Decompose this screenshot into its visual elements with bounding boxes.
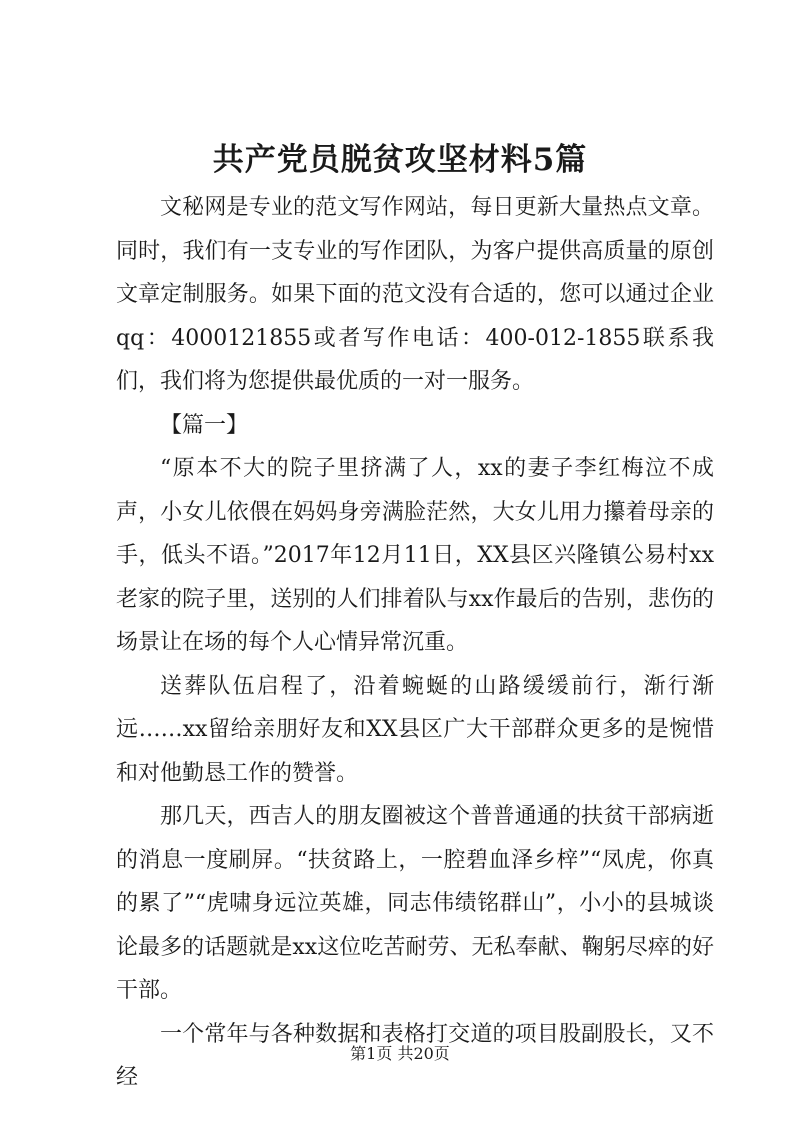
body-paragraph: 一个常年与各种数据和表格打交道的项目股副股长，又不经 [116, 1021, 714, 1090]
document-body [116, 186, 714, 1100]
body-paragraph: 那几天，西吉人的朋友圈被这个普普通通的扶贫干部病逝的消息一度刷屏。“扶贫路上，一腔碧血泽乡梓”“凤虎，你真的累了”“虎啸身远泣英雄，同志伟绩铭群山”，小小的县城谈论最多的话题就是xx这位吃苦耐劳、无私奉献、鞠躬尽瘁的好干部。 [116, 804, 714, 1003]
body-paragraph: “原本不大的院子里挤满了人，xx的妻子李红梅泣不成声，小女儿依偎在妈妈身旁满脸茫然，大女儿用力攥着母亲的手，低头不语。”2017年12月11日，XX县区兴隆镇公易村xx老家的院子里，送别的人们排着队与xx作最后的告别，悲伤的场景让在场的每个人心情异常沉重。 [116, 456, 714, 655]
section-heading: 【篇一】 [160, 412, 249, 438]
intro-paragraph: 文秘网是专业的范文写作网站，每日更新大量热点文章。同时，我们有一支专业的写作团队，为客户提供高质量的原创文章定制服务。如果下面的范文没有合适的，您可以通过企业qq：4000121855或者写作电话：400-012-1855联系我们，我们将为您提供最优质的一对一服务。 [116, 195, 714, 394]
page-footer: 第1页 共20页 [350, 1044, 450, 1063]
body-paragraph: 送葬队伍启程了，沿着蜿蜒的山路缓缓前行，渐行渐远……xx留给亲朋好友和XX县区广大干部群众更多的是惋惜和对他勤恳工作的赞誉。 [116, 673, 714, 786]
document-title: 共产党员脱贫攻坚材料5篇 [212, 142, 588, 178]
